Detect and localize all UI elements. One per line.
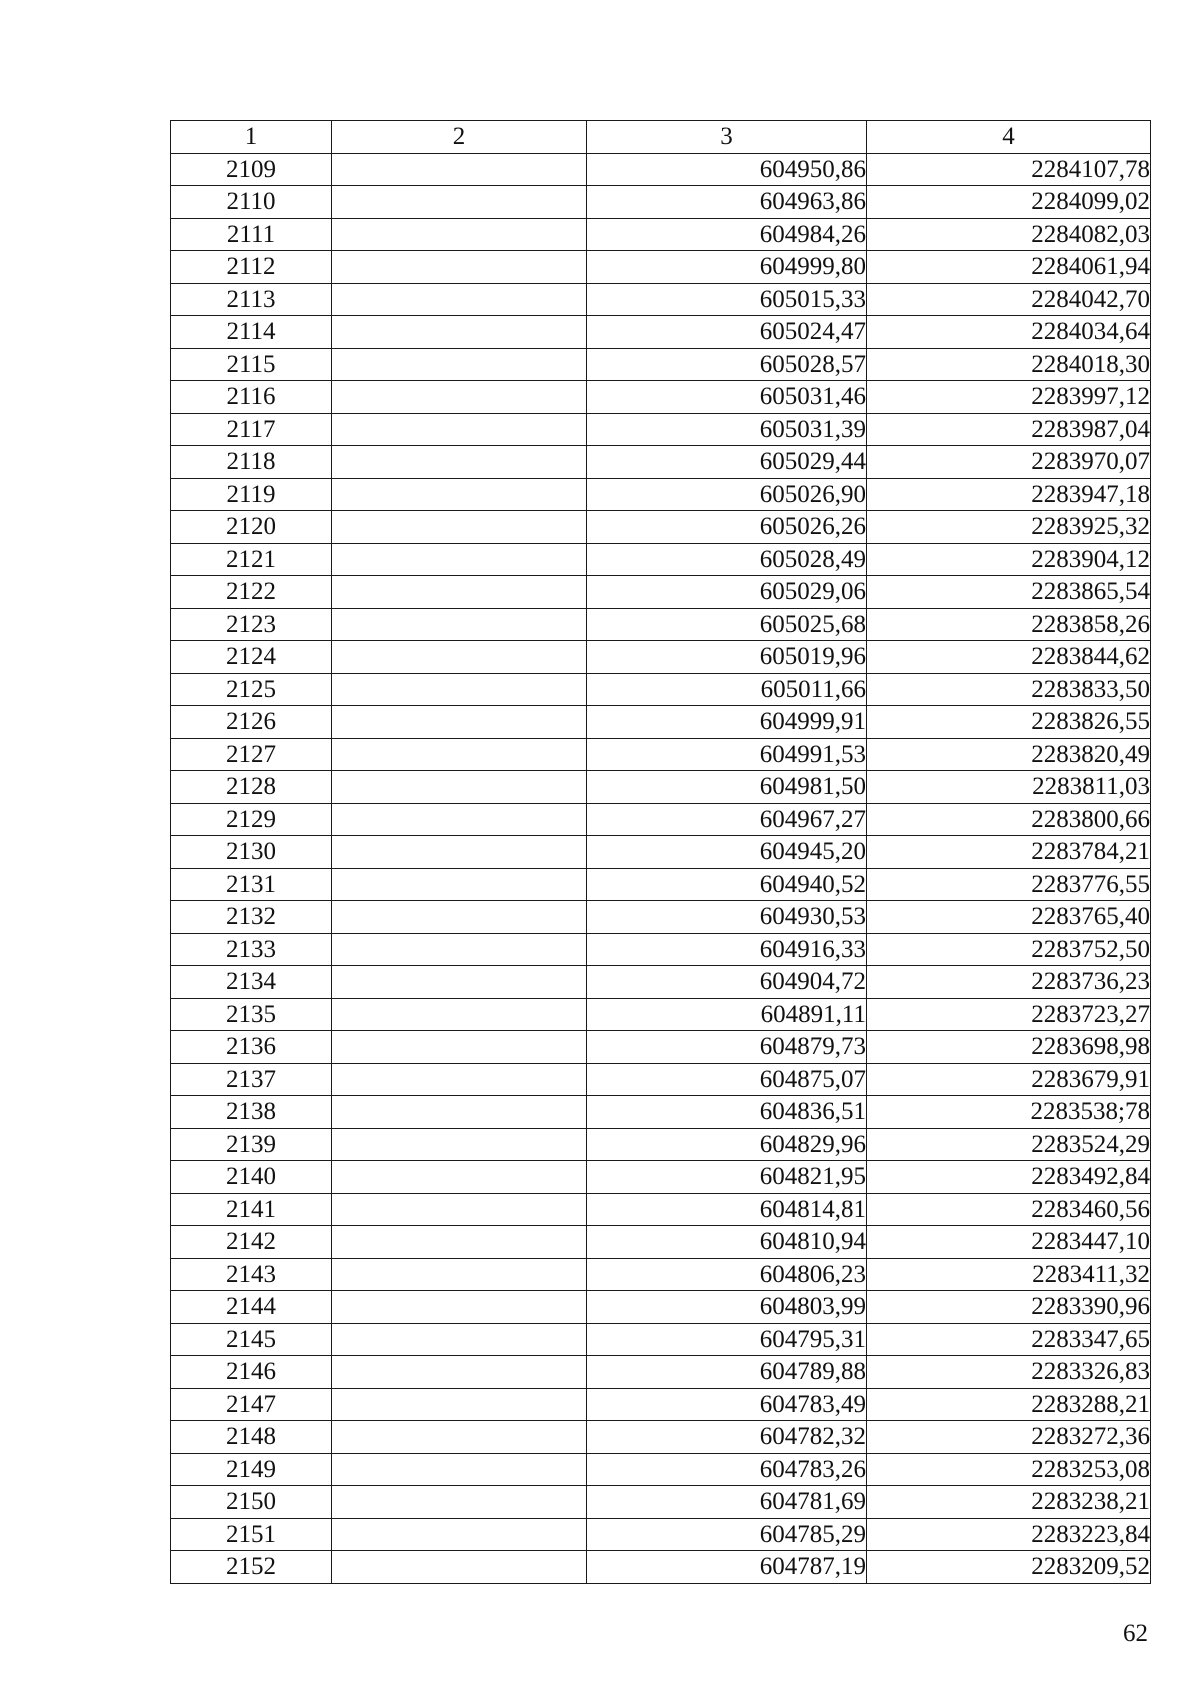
table-row [171,316,1151,349]
y-coordinate-cell: 2283347,65 [867,1323,1151,1356]
table-row [171,1388,1151,1421]
point-number-cell: 2132 [171,901,332,934]
point-number-cell: 2125 [171,673,332,706]
x-coordinate-cell: 604806,23 [587,1258,867,1291]
x-coordinate-cell: 605028,49 [587,543,867,576]
point-number-cell: 2123 [171,608,332,641]
y-coordinate-cell: 2284099,02 [867,186,1151,219]
x-coordinate-cell: 604781,69 [587,1486,867,1519]
x-coordinate-cell: 604829,96 [587,1128,867,1161]
x-coordinate-cell: 605031,46 [587,381,867,414]
point-number-cell: 2129 [171,803,332,836]
table-row [171,478,1151,511]
table-row [171,933,1151,966]
empty-cell [332,1031,587,1064]
empty-cell [332,1161,587,1194]
y-coordinate-cell: 2283765,40 [867,901,1151,934]
point-number-cell: 2148 [171,1421,332,1454]
coordinates-table [170,120,1151,1584]
empty-cell [332,1421,587,1454]
empty-cell [332,1453,587,1486]
y-coordinate-cell: 2283736,23 [867,966,1151,999]
x-coordinate-cell: 604991,53 [587,738,867,771]
y-coordinate-cell: 2283784,21 [867,836,1151,869]
x-coordinate-cell: 604945,20 [587,836,867,869]
x-coordinate-cell: 604999,91 [587,706,867,739]
point-number-cell: 2134 [171,966,332,999]
table-row [171,641,1151,674]
point-number-cell: 2147 [171,1388,332,1421]
x-coordinate-cell: 605025,68 [587,608,867,641]
table-row [171,966,1151,999]
y-coordinate-cell: 2283272,36 [867,1421,1151,1454]
table-row [171,1258,1151,1291]
empty-cell [332,868,587,901]
empty-cell [332,998,587,1031]
empty-cell [332,803,587,836]
table-row [171,1226,1151,1259]
empty-cell [332,1096,587,1129]
point-number-cell: 2144 [171,1291,332,1324]
empty-cell [332,1291,587,1324]
point-number-cell: 2149 [171,1453,332,1486]
point-number-cell: 2110 [171,186,332,219]
empty-cell [332,1323,587,1356]
empty-cell [332,1518,587,1551]
column-header-4: 4 [867,121,1151,154]
table-row [171,1063,1151,1096]
x-coordinate-cell: 605026,90 [587,478,867,511]
y-coordinate-cell: 2283820,49 [867,738,1151,771]
x-coordinate-cell: 605019,96 [587,641,867,674]
table-row [171,706,1151,739]
table-row [171,836,1151,869]
point-number-cell: 2127 [171,738,332,771]
y-coordinate-cell: 2283460,56 [867,1193,1151,1226]
point-number-cell: 2142 [171,1226,332,1259]
header-row [171,121,1151,154]
table-row [171,543,1151,576]
y-coordinate-cell: 2283970,07 [867,446,1151,479]
y-coordinate-cell: 2283492,84 [867,1161,1151,1194]
x-coordinate-cell: 604789,88 [587,1356,867,1389]
x-coordinate-cell: 604836,51 [587,1096,867,1129]
y-coordinate-cell: 2283987,04 [867,413,1151,446]
empty-cell [332,1226,587,1259]
y-coordinate-cell: 2283826,55 [867,706,1151,739]
y-coordinate-cell: 2284042,70 [867,283,1151,316]
table-row [171,738,1151,771]
x-coordinate-cell: 604795,31 [587,1323,867,1356]
point-number-cell: 2119 [171,478,332,511]
point-number-cell: 2117 [171,413,332,446]
empty-cell [332,966,587,999]
table-row [171,1291,1151,1324]
point-number-cell: 2114 [171,316,332,349]
y-coordinate-cell: 2283538;78 [867,1096,1151,1129]
table-row [171,901,1151,934]
empty-cell [332,413,587,446]
y-coordinate-cell: 2283411,32 [867,1258,1151,1291]
empty-cell [332,1193,587,1226]
empty-cell [332,901,587,934]
table-row [171,998,1151,1031]
table-row [171,1323,1151,1356]
point-number-cell: 2152 [171,1551,332,1584]
point-number-cell: 2139 [171,1128,332,1161]
y-coordinate-cell: 2284061,94 [867,251,1151,284]
table-row [171,1031,1151,1064]
empty-cell [332,478,587,511]
point-number-cell: 2126 [171,706,332,739]
point-number-cell: 2146 [171,1356,332,1389]
empty-cell [332,1356,587,1389]
empty-cell [332,608,587,641]
empty-cell [332,836,587,869]
point-number-cell: 2151 [171,1518,332,1551]
point-number-cell: 2143 [171,1258,332,1291]
empty-cell [332,706,587,739]
x-coordinate-cell: 604999,80 [587,251,867,284]
empty-cell [332,673,587,706]
table-body [171,153,1151,1583]
empty-cell [332,511,587,544]
column-header-1: 1 [171,121,332,154]
y-coordinate-cell: 2283947,18 [867,478,1151,511]
point-number-cell: 2112 [171,251,332,284]
y-coordinate-cell: 2283679,91 [867,1063,1151,1096]
y-coordinate-cell: 2283833,50 [867,673,1151,706]
table-row [171,1356,1151,1389]
y-coordinate-cell: 2283288,21 [867,1388,1151,1421]
y-coordinate-cell: 2283997,12 [867,381,1151,414]
table-row [171,1193,1151,1226]
table-row [171,1551,1151,1584]
x-coordinate-cell: 604916,33 [587,933,867,966]
x-coordinate-cell: 604783,26 [587,1453,867,1486]
y-coordinate-cell: 2283811,03 [867,771,1151,804]
table-row [171,868,1151,901]
point-number-cell: 2137 [171,1063,332,1096]
table-row [171,576,1151,609]
table-row [171,218,1151,251]
empty-cell [332,641,587,674]
x-coordinate-cell: 604875,07 [587,1063,867,1096]
y-coordinate-cell: 2283238,21 [867,1486,1151,1519]
point-number-cell: 2111 [171,218,332,251]
table-row [171,283,1151,316]
y-coordinate-cell: 2283844,62 [867,641,1151,674]
x-coordinate-cell: 604984,26 [587,218,867,251]
y-coordinate-cell: 2284107,78 [867,153,1151,186]
x-coordinate-cell: 605029,06 [587,576,867,609]
point-number-cell: 2122 [171,576,332,609]
y-coordinate-cell: 2283223,84 [867,1518,1151,1551]
point-number-cell: 2120 [171,511,332,544]
point-number-cell: 2141 [171,1193,332,1226]
y-coordinate-cell: 2283752,50 [867,933,1151,966]
y-coordinate-cell: 2283858,26 [867,608,1151,641]
table-row [171,186,1151,219]
y-coordinate-cell: 2283447,10 [867,1226,1151,1259]
point-number-cell: 2136 [171,1031,332,1064]
empty-cell [332,251,587,284]
x-coordinate-cell: 604940,52 [587,868,867,901]
page-number: 62 [1123,1620,1148,1647]
table-header [171,121,1151,154]
table-row [171,153,1151,186]
x-coordinate-cell: 604787,19 [587,1551,867,1584]
point-number-cell: 2128 [171,771,332,804]
y-coordinate-cell: 2284018,30 [867,348,1151,381]
x-coordinate-cell: 604783,49 [587,1388,867,1421]
empty-cell [332,771,587,804]
table-row [171,1096,1151,1129]
point-number-cell: 2118 [171,446,332,479]
x-coordinate-cell: 604967,27 [587,803,867,836]
x-coordinate-cell: 604981,50 [587,771,867,804]
table-row [171,1486,1151,1519]
y-coordinate-cell: 2283698,98 [867,1031,1151,1064]
empty-cell [332,738,587,771]
y-coordinate-cell: 2283904,12 [867,543,1151,576]
x-coordinate-cell: 605026,26 [587,511,867,544]
x-coordinate-cell: 605011,66 [587,673,867,706]
point-number-cell: 2150 [171,1486,332,1519]
empty-cell [332,381,587,414]
table-row [171,413,1151,446]
y-coordinate-cell: 2283723,27 [867,998,1151,1031]
table-row [171,446,1151,479]
x-coordinate-cell: 604904,72 [587,966,867,999]
x-coordinate-cell: 605029,44 [587,446,867,479]
empty-cell [332,1128,587,1161]
point-number-cell: 2115 [171,348,332,381]
empty-cell [332,153,587,186]
empty-cell [332,1551,587,1584]
point-number-cell: 2131 [171,868,332,901]
point-number-cell: 2135 [171,998,332,1031]
table-row [171,1518,1151,1551]
table-row [171,608,1151,641]
y-coordinate-cell: 2283253,08 [867,1453,1151,1486]
y-coordinate-cell: 2284034,64 [867,316,1151,349]
table-row [171,1161,1151,1194]
table-row [171,673,1151,706]
y-coordinate-cell: 2283865,54 [867,576,1151,609]
x-coordinate-cell: 604821,95 [587,1161,867,1194]
table-row [171,511,1151,544]
x-coordinate-cell: 604782,32 [587,1421,867,1454]
y-coordinate-cell: 2283209,52 [867,1551,1151,1584]
point-number-cell: 2121 [171,543,332,576]
column-header-3: 3 [587,121,867,154]
point-number-cell: 2113 [171,283,332,316]
point-number-cell: 2140 [171,1161,332,1194]
empty-cell [332,543,587,576]
point-number-cell: 2130 [171,836,332,869]
empty-cell [332,446,587,479]
x-coordinate-cell: 604879,73 [587,1031,867,1064]
point-number-cell: 2138 [171,1096,332,1129]
x-coordinate-cell: 604963,86 [587,186,867,219]
y-coordinate-cell: 2283326,83 [867,1356,1151,1389]
point-number-cell: 2124 [171,641,332,674]
table-row [171,803,1151,836]
table-row [171,771,1151,804]
x-coordinate-cell: 604785,29 [587,1518,867,1551]
x-coordinate-cell: 605031,39 [587,413,867,446]
empty-cell [332,1063,587,1096]
y-coordinate-cell: 2283390,96 [867,1291,1151,1324]
table-row [171,381,1151,414]
x-coordinate-cell: 605028,57 [587,348,867,381]
y-coordinate-cell: 2284082,03 [867,218,1151,251]
empty-cell [332,1486,587,1519]
point-number-cell: 2133 [171,933,332,966]
empty-cell [332,186,587,219]
x-coordinate-cell: 604810,94 [587,1226,867,1259]
column-header-2: 2 [332,121,587,154]
x-coordinate-cell: 604803,99 [587,1291,867,1324]
point-number-cell: 2109 [171,153,332,186]
y-coordinate-cell: 2283524,29 [867,1128,1151,1161]
table-row [171,348,1151,381]
table-row [171,1453,1151,1486]
empty-cell [332,218,587,251]
x-coordinate-cell: 605024,47 [587,316,867,349]
empty-cell [332,283,587,316]
y-coordinate-cell: 2283800,66 [867,803,1151,836]
table-row [171,251,1151,284]
x-coordinate-cell: 604814,81 [587,1193,867,1226]
x-coordinate-cell: 604891,11 [587,998,867,1031]
empty-cell [332,1388,587,1421]
x-coordinate-cell: 604930,53 [587,901,867,934]
x-coordinate-cell: 605015,33 [587,283,867,316]
empty-cell [332,1258,587,1291]
y-coordinate-cell: 2283925,32 [867,511,1151,544]
empty-cell [332,933,587,966]
table-row [171,1128,1151,1161]
x-coordinate-cell: 604950,86 [587,153,867,186]
point-number-cell: 2116 [171,381,332,414]
empty-cell [332,316,587,349]
empty-cell [332,576,587,609]
y-coordinate-cell: 2283776,55 [867,868,1151,901]
table-row [171,1421,1151,1454]
point-number-cell: 2145 [171,1323,332,1356]
empty-cell [332,348,587,381]
